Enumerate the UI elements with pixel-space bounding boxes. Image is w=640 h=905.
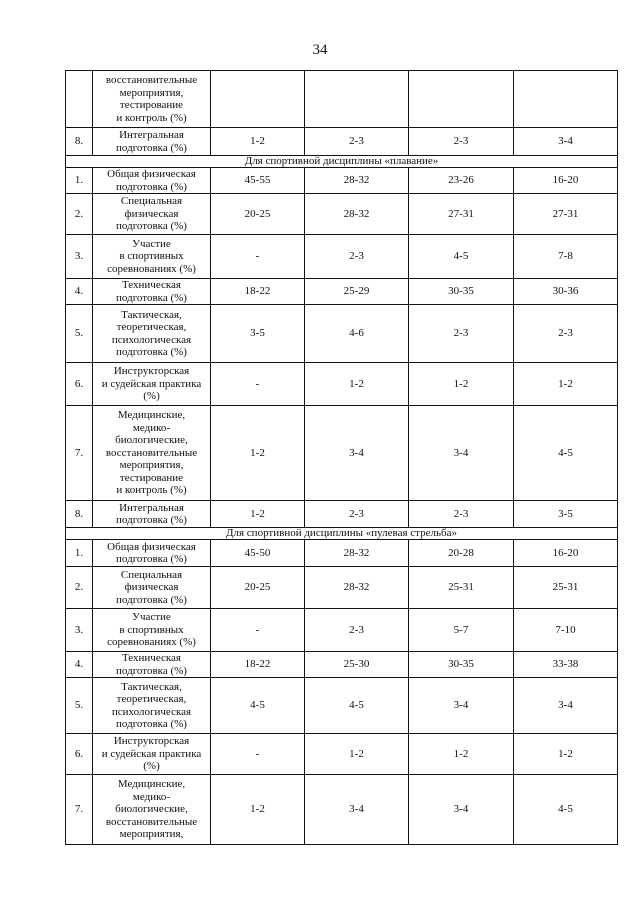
row-name: Инструкторская и судейская практика (%) — [93, 734, 211, 775]
value-cell: - — [211, 734, 305, 775]
value-cell: 30-35 — [409, 652, 514, 678]
row-number: 8. — [66, 501, 93, 528]
value-cell: 3-4 — [409, 678, 514, 734]
value-cell: 20-25 — [211, 567, 305, 609]
value-cell: 28-32 — [305, 168, 409, 194]
row-number: 2. — [66, 194, 93, 235]
value-cell: 16-20 — [514, 168, 618, 194]
value-cell: 20-25 — [211, 194, 305, 235]
table-row — [66, 194, 618, 235]
table-row — [66, 406, 618, 501]
row-name: Техническая подготовка (%) — [93, 279, 211, 305]
value-cell: 4-6 — [305, 305, 409, 363]
value-cell: 5-7 — [409, 609, 514, 652]
value-cell: 30-35 — [409, 279, 514, 305]
value-cell: 25-30 — [305, 652, 409, 678]
value-cell: 20-28 — [409, 540, 514, 567]
table-row — [66, 235, 618, 279]
row-name: Инструкторская и судейская практика (%) — [93, 363, 211, 406]
value-cell: 3-4 — [305, 775, 409, 845]
value-cell: 45-50 — [211, 540, 305, 567]
value-cell — [514, 71, 618, 128]
value-cell: 1-2 — [514, 363, 618, 406]
table-row — [66, 168, 618, 194]
row-number: 7. — [66, 406, 93, 501]
table-row — [66, 567, 618, 609]
row-name: восстановительные мероприятия, тестирование и контроль (%) — [93, 71, 211, 128]
value-cell: 1-2 — [211, 775, 305, 845]
value-cell: 2-3 — [305, 609, 409, 652]
row-number: 7. — [66, 775, 93, 845]
row-number: 1. — [66, 540, 93, 567]
value-cell: 7-8 — [514, 235, 618, 279]
value-cell: 4-5 — [514, 406, 618, 501]
row-name: Участие в спортивных соревнованиях (%) — [93, 235, 211, 279]
row-name: Специальная физическая подготовка (%) — [93, 567, 211, 609]
value-cell: 16-20 — [514, 540, 618, 567]
value-cell: 4-5 — [211, 678, 305, 734]
row-number: 5. — [66, 305, 93, 363]
row-number: 5. — [66, 678, 93, 734]
value-cell: 3-4 — [514, 128, 618, 156]
value-cell: 1-2 — [514, 734, 618, 775]
row-number: 3. — [66, 235, 93, 279]
row-name: Тактическая, теоретическая, психологическая подготовка (%) — [93, 305, 211, 363]
row-name: Общая физическая подготовка (%) — [93, 540, 211, 567]
value-cell: 3-4 — [409, 406, 514, 501]
value-cell: 25-31 — [409, 567, 514, 609]
row-number — [66, 71, 93, 128]
row-number: 4. — [66, 652, 93, 678]
value-cell: 25-29 — [305, 279, 409, 305]
row-number: 2. — [66, 567, 93, 609]
table-row — [66, 305, 618, 363]
section-title: Для спортивной дисциплины «пулевая стрельба» — [66, 528, 618, 540]
table-row — [66, 775, 618, 845]
value-cell: 2-3 — [409, 128, 514, 156]
value-cell: 25-31 — [514, 567, 618, 609]
value-cell: 1-2 — [211, 406, 305, 501]
value-cell — [305, 71, 409, 128]
value-cell: 2-3 — [409, 305, 514, 363]
value-cell: 28-32 — [305, 194, 409, 235]
value-cell: 4-5 — [305, 678, 409, 734]
value-cell: 3-5 — [211, 305, 305, 363]
value-cell: 1-2 — [409, 734, 514, 775]
value-cell: - — [211, 609, 305, 652]
value-cell: 1-2 — [211, 128, 305, 156]
table-row — [66, 540, 618, 567]
page-number: 34 — [312, 42, 328, 58]
value-cell: 2-3 — [409, 501, 514, 528]
table-row — [66, 71, 618, 128]
table-row — [66, 678, 618, 734]
value-cell: 3-4 — [514, 678, 618, 734]
value-cell: 18-22 — [211, 279, 305, 305]
row-number: 3. — [66, 609, 93, 652]
value-cell: 33-38 — [514, 652, 618, 678]
table-row — [66, 734, 618, 775]
value-cell: 3-4 — [409, 775, 514, 845]
value-cell: 3-4 — [305, 406, 409, 501]
value-cell: 28-32 — [305, 540, 409, 567]
table-row — [66, 128, 618, 156]
value-cell: 4-5 — [514, 775, 618, 845]
value-cell: 1-2 — [211, 501, 305, 528]
section-title: Для спортивной дисциплины «плавание» — [66, 156, 618, 168]
value-cell: 1-2 — [305, 363, 409, 406]
value-cell: 2-3 — [305, 501, 409, 528]
value-cell: 3-5 — [514, 501, 618, 528]
row-name: Медицинские, медико- биологические, восстановительные мероприятия, тестирование и контроль (%) — [93, 406, 211, 501]
value-cell: 2-3 — [305, 128, 409, 156]
value-cell: 2-3 — [305, 235, 409, 279]
table-row — [66, 652, 618, 678]
row-number: 6. — [66, 734, 93, 775]
value-cell: 27-31 — [409, 194, 514, 235]
row-name: Специальная физическая подготовка (%) — [93, 194, 211, 235]
value-cell: 2-3 — [514, 305, 618, 363]
row-name: Участие в спортивных соревнованиях (%) — [93, 609, 211, 652]
row-name: Техническая подготовка (%) — [93, 652, 211, 678]
value-cell: 1-2 — [409, 363, 514, 406]
table-row — [66, 501, 618, 528]
row-name: Общая физическая подготовка (%) — [93, 168, 211, 194]
section-header-row — [66, 528, 618, 540]
row-name: Интегральная подготовка (%) — [93, 501, 211, 528]
section-header-row — [66, 156, 618, 168]
row-number: 4. — [66, 279, 93, 305]
value-cell: 7-10 — [514, 609, 618, 652]
value-cell: - — [211, 363, 305, 406]
row-number: 6. — [66, 363, 93, 406]
row-name: Тактическая, теоретическая, психологическая подготовка (%) — [93, 678, 211, 734]
value-cell: 30-36 — [514, 279, 618, 305]
value-cell: 23-26 — [409, 168, 514, 194]
row-number: 8. — [66, 128, 93, 156]
value-cell: 45-55 — [211, 168, 305, 194]
value-cell: 27-31 — [514, 194, 618, 235]
value-cell — [409, 71, 514, 128]
value-cell: 18-22 — [211, 652, 305, 678]
value-cell: - — [211, 235, 305, 279]
training-ratio-table — [65, 70, 618, 845]
row-number: 1. — [66, 168, 93, 194]
table-row — [66, 609, 618, 652]
value-cell: 4-5 — [409, 235, 514, 279]
value-cell: 28-32 — [305, 567, 409, 609]
value-cell: 1-2 — [305, 734, 409, 775]
table-row — [66, 279, 618, 305]
value-cell — [211, 71, 305, 128]
row-name: Медицинские, медико- биологические, восстановительные мероприятия, — [93, 775, 211, 845]
row-name: Интегральная подготовка (%) — [93, 128, 211, 156]
table-row — [66, 363, 618, 406]
